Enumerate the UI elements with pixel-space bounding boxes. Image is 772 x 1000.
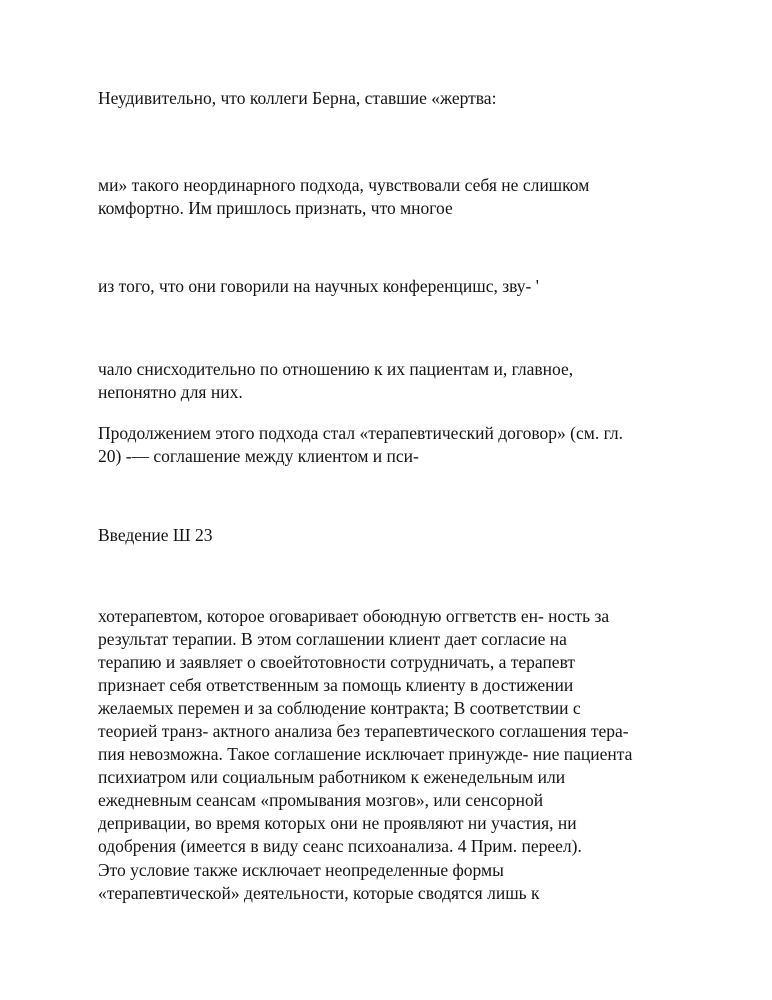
text-line: 20) -— соглашение между клиентом и пси- (98, 446, 419, 466)
paragraph-2 (98, 174, 688, 220)
text-line: из того, что они говорили на научных конференцишс, зву- ' (98, 276, 539, 296)
text-line: ежедневным сеансам «промывания мозгов», или сенсорной (98, 790, 544, 810)
text-line: Это условие также исключает неопределенные формы (98, 860, 504, 880)
text-line: теорией транз- актного анализа без терапевтического соглашения тера- (98, 721, 629, 741)
header-text: Введение Ш 23 (98, 525, 213, 545)
text-line: «терапевтической» деятельности, которые сводятся лишь к (98, 883, 540, 903)
running-header (98, 524, 688, 547)
text-line: признает себя ответственным за помощь клиенту в достижении (98, 675, 574, 695)
text-line: депривации, во время которых они не проявляют ни участия, ни (98, 813, 577, 833)
text-line: хотерапевтом, которое оговаривает обоюдную оггветств ен- ность за (98, 606, 610, 626)
text-line: одобрения (имеется в виду сеанс психоанализа. 4 Прим. переел). (98, 836, 582, 856)
text-line: терапию и заявляет о своейтотовности сотрудничать, а терапевт (98, 652, 576, 672)
text-line: Неудивительно, что коллеги Берна, ставшие «жертва: (98, 88, 497, 108)
text-line: психиатром или социальным работником к еженедельным или (98, 767, 566, 787)
text-line: пия невозможна. Такое соглашение исключает принужде- ние пациента (98, 744, 633, 764)
text-line: ми» такого неординарного подхода, чувствовали себя не слишком (98, 175, 590, 195)
paragraph-7 (98, 859, 688, 905)
paragraph-1 (98, 87, 688, 110)
text-line: желаемых перемен и за соблюдение контракта; В соответствии с (98, 698, 581, 718)
paragraph-6 (98, 605, 688, 858)
text-line: непонятно для них. (98, 382, 243, 402)
paragraph-4 (98, 358, 688, 404)
paragraph-3 (98, 275, 688, 298)
text-line: Продолжением этого подхода стал «терапевтический договор» (см. гл. (98, 423, 623, 443)
text-line: комфортно. Им пришлось признать, что многое (98, 198, 453, 218)
text-line: результат терапии. В этом соглашении клиент дает согласие на (98, 629, 567, 649)
paragraph-5 (98, 422, 688, 468)
text-line: чало снисходительно по отношению к их пациентам и, главное, (98, 359, 574, 379)
